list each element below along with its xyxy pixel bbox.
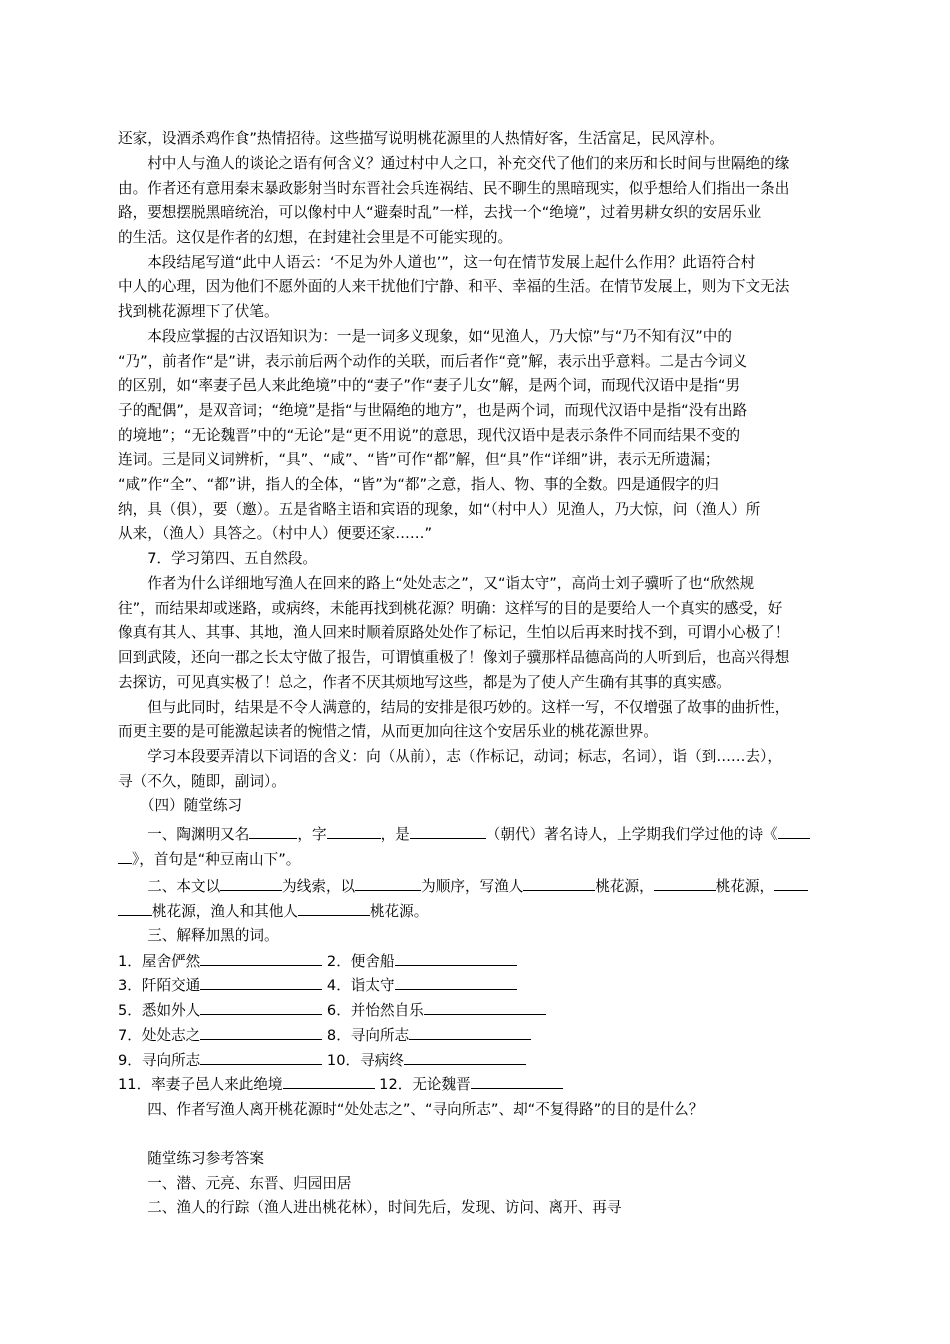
answer-blank[interactable] [200, 975, 322, 990]
exercise-q1-cont: 》，首句是“种豆南山下”。 [118, 849, 874, 870]
exercise-item-row [118, 951, 874, 972]
blank[interactable] [778, 824, 810, 839]
body-line: 路，要想摆脱黑暗统治，可以像村中人“避秦时乱”一样，去找一个“绝境”，过着男耕女织的安居乐业 [118, 204, 762, 221]
answer-blank[interactable] [200, 1025, 322, 1040]
body-line: 学习本段要弄清以下词语的含义：向（从前），志（作标记，动词；标志，名词），诣（到……去）， [118, 748, 783, 765]
blank[interactable] [654, 876, 716, 891]
exercise-item-row [118, 1000, 874, 1021]
answer-blank[interactable] [409, 1025, 531, 1040]
answer-blank[interactable] [200, 1050, 322, 1065]
body-line: 的生活。这仅是作者的幻想，在封建社会里是不可能实现的。 [118, 229, 513, 246]
answer-blank[interactable] [424, 1000, 546, 1015]
body-line: 的境地”；“无论魏晋”中的“无论”是“更不用说”的意思，现代汉语中是表示条件不同而结果不变的 [118, 427, 741, 444]
body-line: 回到武陵，还向一郡之长太守做了报告，可谓慎重极了！像刘子骥那样品德高尚的人听到后，也高兴得想 [118, 649, 790, 666]
exercise-item-label: 3．阡陌交通 [118, 977, 201, 994]
answer-2: 二、渔人的行踪（渔人进出桃花林），时间先后，发现、访问、离开、再寻 [118, 1199, 622, 1216]
body-line: 但与此同时，结果是不令人满意的，结局的安排是很巧妙的。这样一写，不仅增强了故事的曲折性， [118, 699, 790, 716]
body-line: 由。作者还有意用秦末暴政影射当时东晋社会兵连祸结、民不聊生的黑暗现实，似乎想给人们指出一条出 [118, 180, 790, 197]
body-line: 子的配偶”，是双音词；“绝境”是指“与世隔绝的地方”，也是两个词，而现代汉语中是指“没有出路 [118, 402, 748, 419]
exercise-heading: （四）随堂练习 [118, 797, 243, 814]
answer-blank[interactable] [395, 975, 517, 990]
body-line: 去探访，可见真实极了！总之，作者不厌其烦地写这些，都是为了使人产生确有其事的真实感。 [118, 674, 731, 691]
exercise-item-label: 7．处处志之 [118, 1027, 201, 1044]
body-line: 寻（不久，随即，副词）。 [118, 773, 286, 790]
exercise-item-label: 1．屋舍俨然 [118, 953, 201, 970]
exercise-q4: 四、作者写渔人离开桃花源时“处处志之”、“寻向所志”、却“不复得路”的目的是什么？ [118, 1101, 704, 1118]
blank[interactable] [118, 901, 152, 916]
blank[interactable] [220, 876, 282, 891]
body-line: 而更主要的是可能激起读者的惋惜之情，从而更加向往这个安居乐业的桃花源世界。 [118, 723, 658, 740]
exercise-item-label: 2．便舍船 [326, 953, 395, 970]
exercise-item-row [118, 975, 874, 996]
exercise-item-label: 9．寻向所志 [118, 1052, 201, 1069]
blank[interactable] [410, 824, 486, 839]
exercise-item-label: 12．无论魏晋 [379, 1076, 471, 1093]
blank[interactable] [523, 876, 595, 891]
body-line: 往”，而结果却或迷路，或病终，未能再找到桃花源？明确：这样写的目的是要给人一个真实的感受，好 [118, 600, 783, 617]
exercise-item-label: 11．率妻子邑人来此绝境 [118, 1076, 283, 1093]
body-line: 像真有其人、其事、其地，渔人回来时顺着原路处处作了标记，生怕以后再来时找不到，可谓小心极了！ [118, 624, 790, 641]
answer-1: 一、潜、元亮、东晋、归园田居 [118, 1175, 352, 1192]
body-line: “咸”作“全”、“都”讲，指人的全体，“皆”为“都”之意，指人、物、事的全数。四是通假字的归 [118, 476, 719, 493]
body-line: 本段结尾写道“此中人语云：‘不足为外人道也’”，这一句在情节发展上起什么作用？此语符合村 [118, 254, 756, 271]
body-line: 中人的心理，因为他们不愿外面的人来干扰他们宁静、和平、幸福的生活。在情节发展上，则为下文无法 [118, 278, 790, 295]
body-line: 纳，具（俱），要（邀）。五是省略主语和宾语的现象，如“（村中人）见渔人，乃大惊，问（渔人）所 [118, 501, 761, 518]
exercise-item-row [118, 1050, 874, 1071]
body-line: 连词。三是同义词辨析，“具”、“咸”、“皆”可作“都”解，但“具”作“详细”讲，表示无所遗漏； [118, 451, 720, 468]
blank[interactable] [774, 876, 808, 891]
exercise-q3: 三、解释加黑的词。 [118, 927, 279, 944]
answer-blank[interactable] [200, 1000, 322, 1015]
blank[interactable] [118, 849, 132, 864]
exercise-item-label: 6．并怡然自乐 [326, 1002, 424, 1019]
exercise-q2: 二、本文以 为线索，以 为顺序，写渔人 桃花源， 桃花源， [118, 876, 874, 897]
blank[interactable] [355, 876, 421, 891]
body-line: 本段应掌握的古汉语知识为：一是一词多义现象，如“见渔人，乃大惊”与“乃不知有汉”中的 [118, 328, 732, 345]
blank[interactable] [249, 824, 297, 839]
body-line: 作者为什么详细地写渔人在回来的路上“处处志之”，又“诣太守”，高尚士刘子骥听了也“欣然规 [118, 575, 755, 592]
body-line: 的区别，如“率妻子邑人来此绝境”中的“妻子”作“妻子儿女”解，是两个词，而现代汉语中是指“男 [118, 377, 741, 394]
blank[interactable] [327, 824, 381, 839]
body-line: 从来，（渔人）具答之。（村中人）便要还家……” [118, 525, 433, 542]
answer-blank[interactable] [471, 1074, 563, 1089]
exercise-item-label: 4．诣太守 [326, 977, 395, 994]
body-line: 7．学习第四、五自然段。 [118, 550, 318, 567]
blank[interactable] [298, 901, 370, 916]
exercise-item-row [118, 1025, 874, 1046]
exercise-item-label: 5．悉如外人 [118, 1002, 201, 1019]
body-line: “乃”，前者作“是”讲，表示前后两个动作的关联，而后者作“竟”解，表示出乎意料。二是古今词义 [118, 353, 748, 370]
exercise-item-label: 10．寻病终 [326, 1052, 404, 1069]
body-line: 还家，设酒杀鸡作食”热情招待。这些描写说明桃花源里的人热情好客，生活富足，民风淳朴。 [118, 130, 724, 147]
answer-blank[interactable] [395, 951, 517, 966]
body-line: 村中人与渔人的谈论之语有何含义？通过村中人之口，补充交代了他们的来历和长时间与世隔绝的缘 [118, 155, 790, 172]
answers-heading: 随堂练习参考答案 [118, 1150, 264, 1167]
body-line: 找到桃花源埋下了伏笔。 [118, 303, 279, 320]
answer-blank[interactable] [283, 1074, 375, 1089]
exercise-item-row [118, 1074, 874, 1095]
answer-blank[interactable] [404, 1050, 526, 1065]
answer-blank[interactable] [200, 951, 322, 966]
exercise-q2-cont: 桃花源，渔人和其他人 桃花源。 [118, 901, 874, 922]
exercise-q1: 一、陶渊明又名 ，字 ，是 （朝代）著名诗人，上学期我们学过他的诗《 [118, 824, 874, 845]
exercise-item-label: 8．寻向所志 [326, 1027, 410, 1044]
